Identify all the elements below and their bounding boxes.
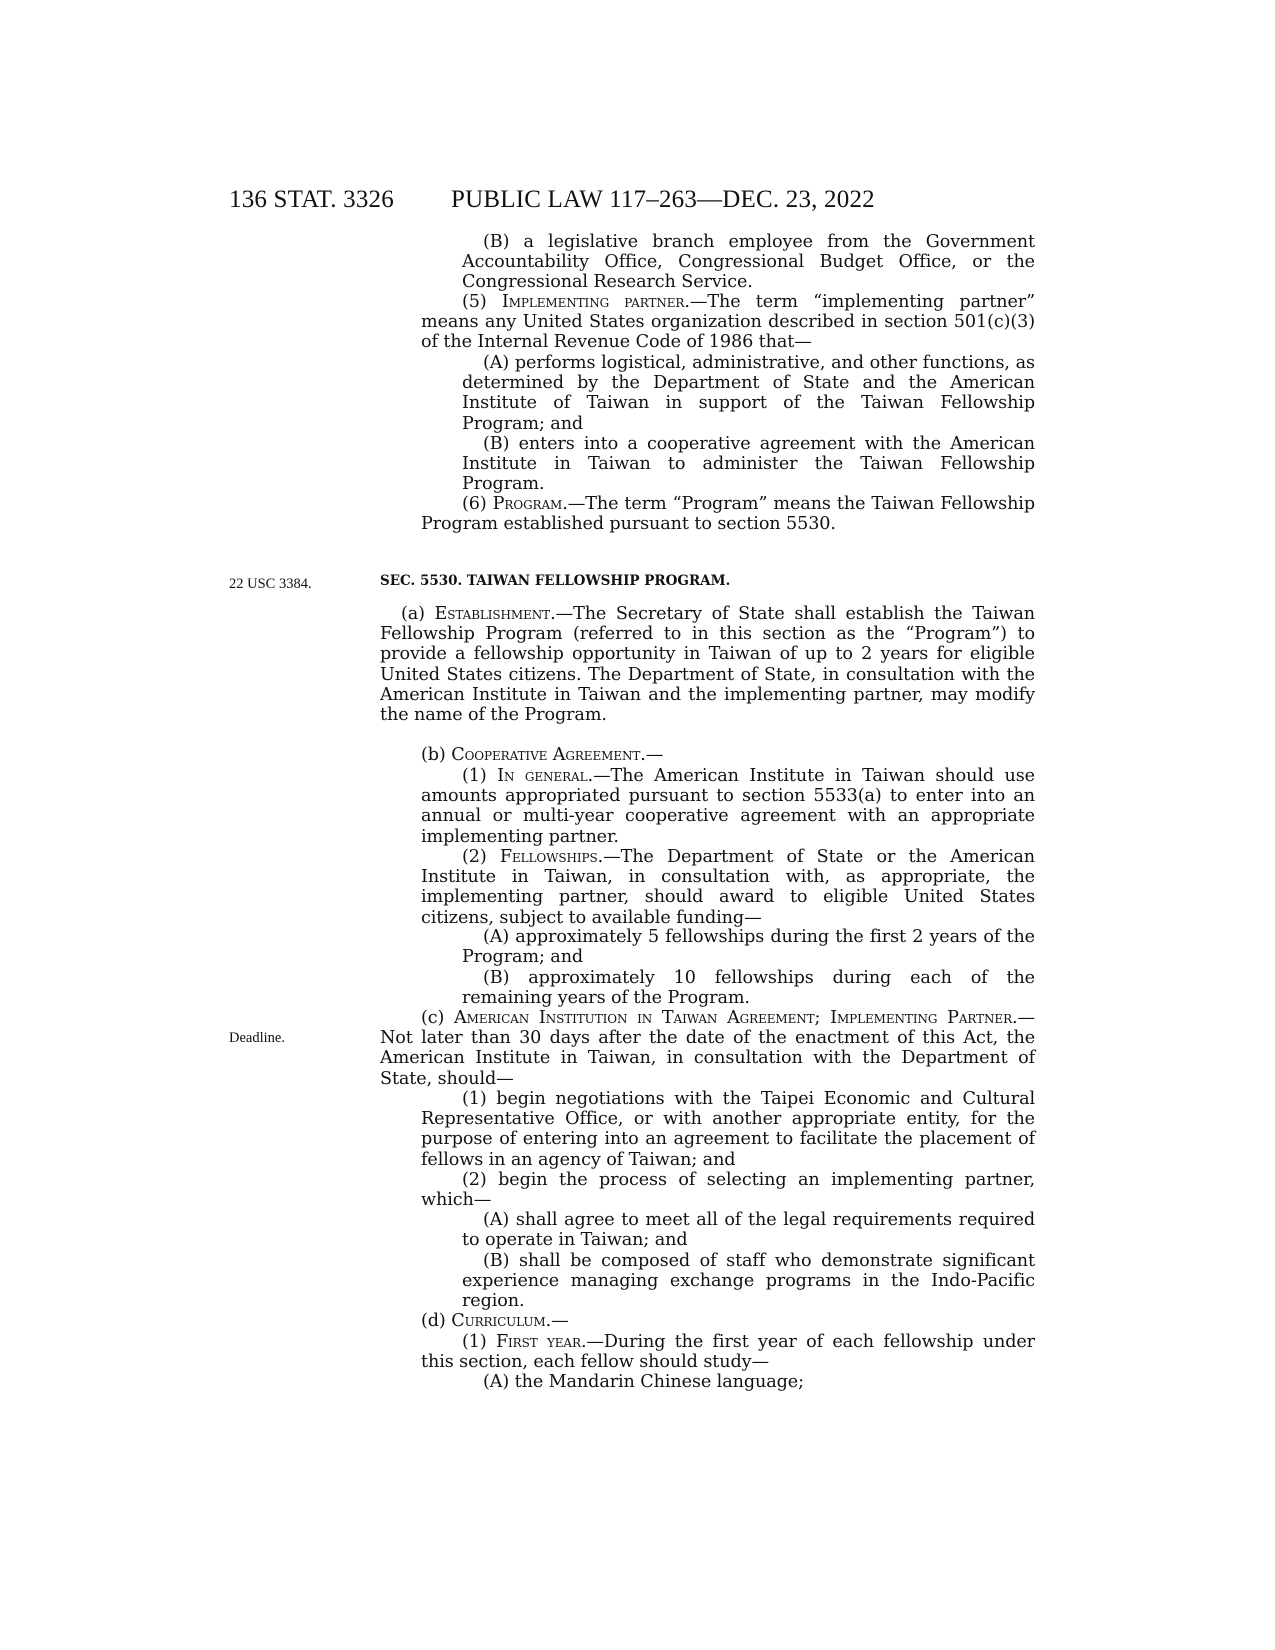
paragraph-6 [421, 494, 1035, 534]
pb1-text: .—The American Institute in Taiwan should use amounts appropriated pursuant to section 5533(a) to enter into an annual or multi-year cooperative agreement with an appropriate implementing partner. [421, 766, 1035, 847]
running-head [229, 186, 875, 214]
paragraph-d1A: (A) the Mandarin Chinese language; [483, 1372, 804, 1392]
pb1-num: (1) [462, 766, 487, 786]
pb2-text: .—The Department of State or the American Institute in Taiwan, in consultation with, as appropriate, the implementing partner, should award to eligible United States citizens, subject to available funding— [421, 847, 1035, 928]
paragraph-5A: (A) performs logistical, administrative, and other functions, as determined by the Department of State and the American Institute of Taiwan in support of the Taiwan Fellowship Program; and [462, 353, 1035, 434]
paragraph-c1: (1) begin negotiations with the Taipei Economic and Cultural Representative Office, or with another appropriate entity, for the purpose of entering into an agreement to facilitate the placement of fellows in an agency of Taiwan; and [421, 1089, 1035, 1170]
margin-note-usc: 22 USC 3384. [229, 576, 312, 592]
p5-heading: Implementing partner [501, 292, 685, 312]
paragraph-c [380, 1008, 1035, 1089]
stat-page-number: 136 STAT. 3326 [229, 186, 394, 213]
paragraph-d [421, 1311, 1035, 1331]
pd1-text: .—During the first year of each fellowship under this section, each fellow should study— [421, 1332, 1035, 1373]
paragraph-b2B: (B) approximately 10 fellowships during each of the remaining years of the Program. [462, 968, 1035, 1009]
paragraph-b1 [421, 766, 1035, 847]
margin-note-deadline: Deadline. [229, 1030, 285, 1046]
pd-text: .— [545, 1311, 569, 1331]
paragraph-d1 [421, 1332, 1035, 1372]
law-title: PUBLIC LAW 117–263—DEC. 23, 2022 [451, 186, 875, 213]
p5-num: (5) [462, 292, 487, 312]
pc-num: (c) [421, 1008, 445, 1028]
paragraph-b [421, 745, 1035, 765]
paragraph-a [380, 604, 1035, 725]
paragraph-c2A: (A) shall agree to meet all of the legal requirements required to operate in Taiwan; and [462, 1210, 1035, 1251]
pa-text: .—The Secretary of State shall establish the Taiwan Fellowship Program (referred to in this section as the “Program”) to provide a fellowship opportunity in Taiwan of up to 2 years for eligible United States citizens. The Department of State, in consultation with the American Institute in Taiwan and the implementing partner, may modify the name of the Program. [380, 604, 1035, 726]
pc-text: .—Not later than 30 days after the date of the enactment of this Act, the American Institute in Taiwan, in consultation with the Department of State, should— [380, 1008, 1036, 1089]
pb2-heading: Fellowships [499, 847, 598, 867]
p6-text: .—The term “Program” means the Taiwan Fellowship Program established pursuant to section 5530. [421, 494, 1036, 535]
paragraph-b2A: (A) approximately 5 fellowships during the first 2 years of the Program; and [462, 927, 1035, 968]
pa-heading: Establishment [434, 604, 551, 624]
p6-heading: Program [492, 494, 563, 514]
pd-heading: Curriculum [451, 1311, 546, 1331]
pb-text: .— [640, 745, 664, 765]
paragraph-5B: (B) enters into a cooperative agreement with the American Institute in Taiwan to administer the Taiwan Fellowship Program. [462, 434, 1035, 495]
pd-num: (d) [421, 1311, 446, 1331]
section-heading: SEC. 5530. TAIWAN FELLOWSHIP PROGRAM. [380, 573, 731, 589]
p5-text: .—The term “implementing partner” means any United States organization described in section 501(c)(3) of the Internal Revenue Code of 1986 that— [421, 292, 1035, 353]
paragraph-c2B: (B) shall be composed of staff who demonstrate significant experience managing exchange programs in the Indo-Pacific region. [462, 1251, 1035, 1312]
pb1-heading: In general [497, 766, 588, 786]
p6-num: (6) [462, 494, 487, 514]
pb2-num: (2) [462, 847, 487, 867]
pd1-num: (1) [462, 1332, 487, 1352]
paragraph-4B: (B) a legislative branch employee from the Government Accountability Office, Congressional Budget Office, or the Congressional Research Service. [462, 232, 1035, 293]
pb-num: (b) [421, 745, 446, 765]
pd1-heading: First year [495, 1332, 581, 1352]
pc-heading: American Institution in Taiwan Agreement; Implementing Partner [454, 1008, 1013, 1028]
paragraph-c2: (2) begin the process of selecting an implementing partner, which— [421, 1170, 1035, 1211]
paragraph-5 [421, 292, 1035, 353]
paragraph-b2 [421, 847, 1035, 928]
pa-num: (a) [401, 604, 425, 624]
pb-heading: Cooperative Agreement [451, 745, 641, 765]
